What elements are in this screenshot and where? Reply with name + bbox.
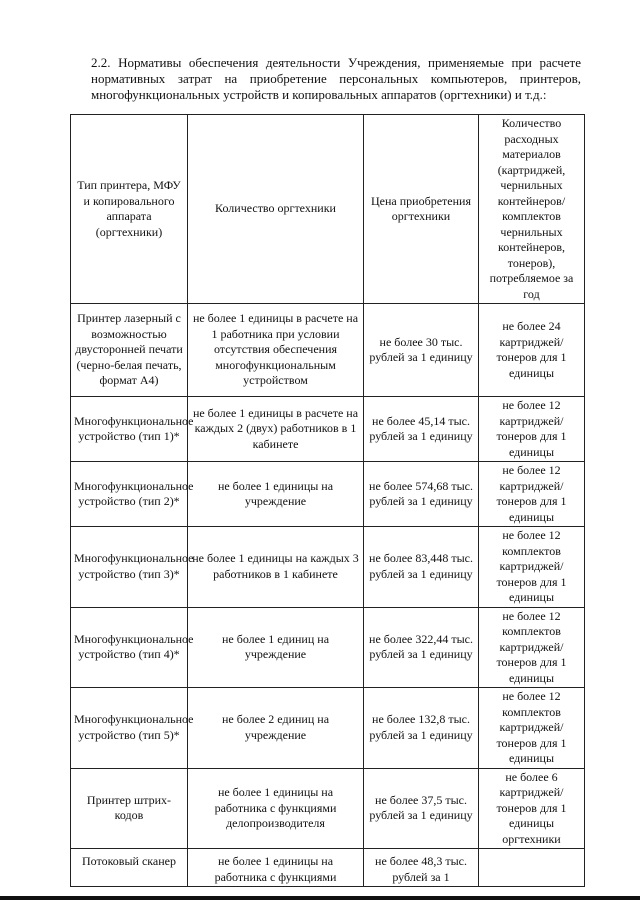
cell-quantity: не более 1 единицы в расчете на каждых 2 (двух) работников в 1 кабинете — [188, 397, 364, 462]
table-row — [71, 688, 585, 769]
header-printer-type: Тип принтера, МФУ и копировального аппарата (оргтехники) — [71, 115, 188, 304]
cell-type: Принтер лазерный с возможностью двусторонней печати (черно-белая печать, формат А4) — [71, 304, 188, 397]
cell-price: не более 30 тыс. рублей за 1 единицу — [364, 304, 479, 397]
cell-price: не более 574,68 тыс. рублей за 1 единицу — [364, 462, 479, 527]
cell-type: Многофункциональное устройство (тип 3)* — [71, 527, 188, 608]
cell-price: не более 48,3 тыс. рублей за 1 — [364, 849, 479, 887]
cell-type: Многофункциональное устройство (тип 1)* — [71, 397, 188, 462]
cell-quantity: не более 1 единицы на каждых 3 работников в 1 кабинете — [188, 527, 364, 608]
cell-consumables: не более 12 комплектов картриджей/тонеров для 1 единицы — [479, 688, 585, 769]
cell-consumables: не более 12 картриджей/тонеров для 1 единицы — [479, 397, 585, 462]
table-row — [71, 527, 585, 608]
header-quantity: Количество оргтехники — [188, 115, 364, 304]
cell-price: не более 37,5 тыс. рублей за 1 единицу — [364, 768, 479, 849]
table-row — [71, 304, 585, 397]
cell-type: Потоковый сканер — [71, 849, 188, 887]
cell-consumables: не более 12 комплектов картриджей/тонеров для 1 единицы — [479, 527, 585, 608]
table-row — [71, 849, 585, 887]
norms-table — [70, 114, 585, 887]
cell-quantity: не более 1 единиц на учреждение — [188, 607, 364, 688]
intro-paragraph: 2.2. Нормативы обеспечения деятельности Учреждения, применяемые при расчете нормативных затрат на приобретение персональных компьютеров, принтеров, многофункциональных устройств и копировальных аппаратов (оргтехники) и т.д.: — [91, 55, 581, 102]
table-row — [71, 768, 585, 849]
cell-consumables: не более 12 картриджей/тонеров для 1 единицы — [479, 462, 585, 527]
cell-quantity: не более 1 единицы в расчете на 1 работника при условии отсутствия обеспечения многофункциональным устройством — [188, 304, 364, 397]
cell-consumables: не более 24 картриджей/тонеров для 1 единицы — [479, 304, 585, 397]
cell-price: не более 322,44 тыс. рублей за 1 единицу — [364, 607, 479, 688]
table-header-row — [71, 115, 585, 304]
cell-price: не более 45,14 тыс. рублей за 1 единицу — [364, 397, 479, 462]
cell-price: не более 132,8 тыс. рублей за 1 единицу — [364, 688, 479, 769]
page-bottom-rule — [0, 896, 640, 900]
cell-quantity: не более 1 единицы на учреждение — [188, 462, 364, 527]
cell-consumables: не более 12 комплектов картриджей/тонеров для 1 единицы — [479, 607, 585, 688]
cell-quantity: не более 2 единиц на учреждение — [188, 688, 364, 769]
table-row — [71, 462, 585, 527]
table-row — [71, 607, 585, 688]
header-consumables: Количество расходных материалов (картриджей, чернильных контейнеров/комплектов чернильных контейнеров, тонеров), потребляемое за год — [479, 115, 585, 304]
table-row — [71, 397, 585, 462]
cell-type: Многофункциональное устройство (тип 4)* — [71, 607, 188, 688]
cell-type: Принтер штрих-кодов — [71, 768, 188, 849]
header-price: Цена приобретения оргтехники — [364, 115, 479, 304]
cell-consumables — [479, 849, 585, 887]
cell-type: Многофункциональное устройство (тип 5)* — [71, 688, 188, 769]
cell-quantity: не более 1 единицы на работника с функциями — [188, 849, 364, 887]
cell-consumables: не более 6 картриджей/тонеров для 1 единицы оргтехники — [479, 768, 585, 849]
cell-type: Многофункциональное устройство (тип 2)* — [71, 462, 188, 527]
cell-price: не более 83,448 тыс. рублей за 1 единицу — [364, 527, 479, 608]
cell-quantity: не более 1 единицы на работника с функциями делопроизводителя — [188, 768, 364, 849]
